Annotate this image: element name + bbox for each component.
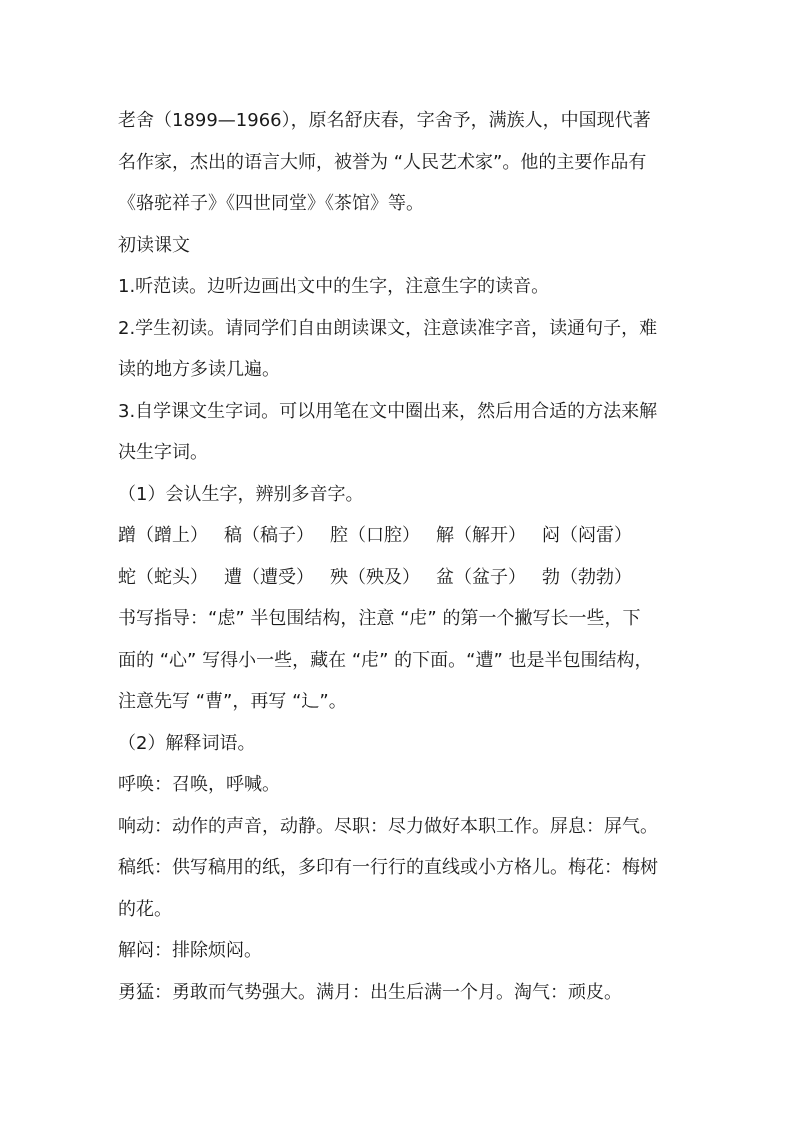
vocabulary-definition: 呼唤：召唤，呼喊。 [118, 774, 280, 795]
writing-guidance: 注意先写 “曹”，再写 “辶”。 [118, 691, 347, 712]
character-entry: 腔（口腔） [330, 525, 420, 546]
character-entry: 勃（勃勃） [542, 566, 632, 588]
character-entry: 殃（殃及） [330, 566, 420, 588]
author-intro-line: 名作家，杰出的语言大师，被誉为 “人民艺术家”。他的主要作品有 [118, 151, 647, 173]
document-body [118, 100, 688, 1013]
step-item: 2.学生初读。请同学们自由朗读课文，注意读准字音，读通句子，难 [118, 317, 658, 339]
character-row [118, 515, 688, 557]
step-item-continued: 读的地方多读几遍。 [118, 359, 280, 380]
author-intro-line: 老舍（1899—1966），原名舒庆春，字舍予，满族人，中国现代著 [118, 110, 651, 131]
character-entry: 盆（盆子） [436, 566, 526, 588]
subsection-heading: （1）会认生字，辨别多音字。 [118, 483, 364, 505]
step-item: 1.听范读。边听边画出文中的生字，注意生字的读音。 [118, 276, 550, 297]
writing-guidance: 面的 “心” 写得小一些，藏在 “虍” 的下面。“遭” 也是半包围结构， [118, 649, 653, 671]
author-intro-line: 《骆驼祥子》《四世同堂》《茶馆》等。 [118, 193, 424, 214]
subsection-heading: （2）解释词语。 [118, 732, 256, 754]
character-entry: 蛇（蛇头） [118, 566, 208, 588]
vocabulary-definition: 稿纸：供写稿用的纸，多印有一行行的直线或小方格儿。梅花：梅树 [118, 857, 658, 878]
vocabulary-definition: 的花。 [118, 898, 172, 920]
character-entry: 蹭（蹭上） [118, 525, 208, 546]
character-entry: 稿（稿子） [224, 525, 314, 546]
step-item-continued: 决生字词。 [118, 442, 208, 463]
vocabulary-definition: 解闷：排除烦闷。 [118, 940, 262, 961]
vocabulary-definition: 勇猛：勇敢而气势强大。满月：出生后满一个月。淘气：顽皮。 [118, 981, 622, 1003]
character-entry: 闷（闷雷） [542, 525, 632, 546]
step-item: 3.自学课文生字词。可以用笔在文中圈出来，然后用合适的方法来解 [118, 400, 658, 422]
vocabulary-definition: 响动：动作的声音，动静。尽职：尽力做好本职工作。屏息：屏气。 [118, 815, 658, 837]
character-row [118, 557, 688, 599]
writing-guidance: 书写指导：“虑” 半包围结构，注意 “虍” 的第一个撇写长一些，下 [118, 608, 641, 629]
character-entry: 遭（遭受） [224, 566, 314, 588]
character-entry: 解（解开） [436, 525, 526, 546]
section-heading: 初读课文 [118, 234, 190, 256]
